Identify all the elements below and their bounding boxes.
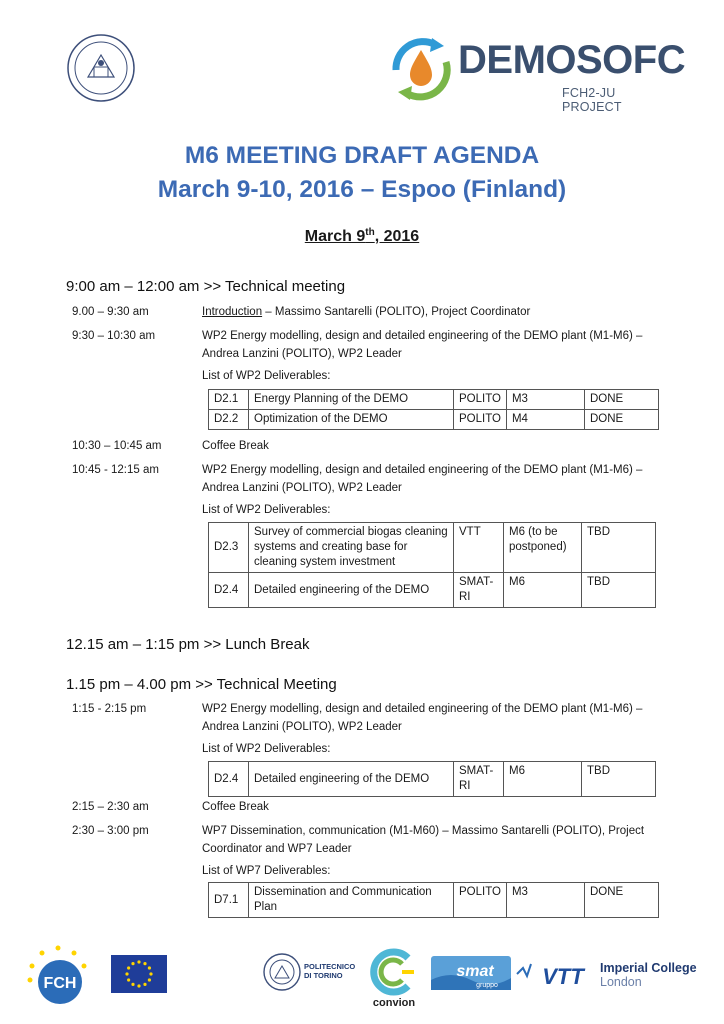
polito-footer-icon: [262, 952, 362, 992]
item-time: 10:45 - 12:15 am: [72, 464, 159, 476]
convion-text: convion: [372, 997, 416, 1009]
table-cell: POLITO: [454, 883, 507, 918]
item-description: [202, 327, 652, 363]
table-cell: Energy Planning of the DEMO: [249, 390, 454, 410]
item-time: 9.00 – 9:30 am: [72, 306, 149, 318]
smat-sub: gruppo: [476, 982, 498, 989]
item-description: [202, 822, 652, 858]
table-cell: D2.2: [209, 410, 249, 430]
table-cell: M4: [506, 410, 584, 430]
table-cell: POLITO: [454, 410, 507, 430]
table-cell: DONE: [584, 410, 658, 430]
deliverables-label: List of WP7 Deliverables:: [202, 865, 331, 877]
table-row: [209, 762, 656, 797]
item-time: 10:30 – 10:45 am: [72, 440, 162, 452]
table-cell: D7.1: [209, 883, 249, 918]
convion-icon: [362, 946, 426, 1010]
table-cell: Survey of commercial biogas cleaning systems and creating base for cleaning system investment: [249, 523, 454, 573]
table-cell: Dissemination and Communication Plan: [249, 883, 454, 918]
fch-logo: [26, 944, 90, 1008]
convion-logo: [362, 946, 426, 1010]
table-cell: DONE: [584, 390, 658, 410]
table-row: [209, 883, 659, 918]
item-description: Coffee Break: [202, 440, 269, 452]
item-description: Coffee Break: [202, 801, 269, 813]
item-time: 2:30 – 3:00 pm: [72, 825, 149, 837]
table-row: [209, 573, 656, 608]
fch-text: FCH: [43, 975, 77, 992]
table-cell: Detailed engineering of the DEMO: [249, 573, 454, 608]
table-cell: TBD: [582, 762, 656, 797]
eu-stars-icon: [111, 955, 167, 993]
deliverables-label: List of WP2 Deliverables:: [202, 504, 331, 516]
polito-seal-logo: [66, 33, 136, 103]
table-cell: M6: [504, 762, 582, 797]
table-cell: D2.4: [209, 762, 249, 797]
table-cell: D2.4: [209, 573, 249, 608]
table-cell: M6 (to be postponed): [504, 523, 582, 573]
day-sup: th: [365, 227, 375, 238]
brand-name: DEMOSOFC: [458, 38, 686, 82]
day-heading: [0, 228, 724, 246]
table-row: [209, 523, 656, 573]
table-cell: M6: [504, 573, 582, 608]
seal-icon: [66, 33, 136, 103]
table-row: [209, 410, 659, 430]
table-cell: D2.3: [209, 523, 249, 573]
section-heading-lunch: 12.15 am – 1:15 pm >> Lunch Break: [66, 636, 310, 653]
item-text: Energy modelling, design and detailed engineering of the DEMO plant (M1-M6) – Andrea Lanzini (POLITO), WP2 Leader: [202, 464, 643, 494]
brand-subtitle: FCH2-JU PROJECT: [562, 86, 622, 114]
table-cell: DONE: [584, 883, 658, 918]
deliverables-label: List of WP2 Deliverables:: [202, 743, 331, 755]
item-description: [202, 700, 652, 736]
deliverables-label: List of WP2 Deliverables:: [202, 370, 331, 382]
table-cell: Detailed engineering of the DEMO: [249, 762, 454, 797]
item-text: Dissemination, communication (M1-M60) – Massimo Santarelli (POLITO), Project Coordinator and WP7 Leader: [202, 825, 645, 855]
item-time: 2:15 – 2:30 am: [72, 801, 149, 813]
table-cell: TBD: [582, 523, 656, 573]
table-cell: M3: [506, 883, 584, 918]
smat-text: smat: [456, 963, 494, 980]
deliverables-table: [208, 761, 656, 797]
item-lead: WP7: [202, 825, 227, 837]
day-main: March 9: [304, 228, 366, 245]
table-cell: TBD: [582, 573, 656, 608]
drop-ring-icon: [386, 32, 456, 102]
deliverables-table: [208, 522, 656, 608]
item-text: Energy modelling, design and detailed engineering of the DEMO plant (M1-M6) – Andrea Lanzini (POLITO), WP2 Leader: [202, 703, 643, 733]
item-lead: WP2: [202, 330, 227, 342]
vtt-logo: [515, 960, 595, 990]
item-lead: WP2: [202, 703, 227, 715]
vtt-icon: [515, 960, 595, 990]
imperial-logo: [600, 961, 697, 989]
item-time: 1:15 - 2:15 pm: [72, 703, 147, 715]
item-time: 9:30 – 10:30 am: [72, 330, 156, 342]
item-description: [202, 461, 652, 497]
section-heading-afternoon: 1.15 pm – 4.00 pm >> Technical Meeting: [66, 676, 337, 693]
table-cell: SMAT-RI: [454, 573, 504, 608]
table-cell: POLITO: [454, 390, 507, 410]
imperial-line2: London: [600, 975, 642, 989]
eu-flag: [111, 955, 167, 993]
imperial-line1: Imperial College: [600, 961, 697, 975]
day-year: , 2016: [374, 228, 420, 245]
table-cell: D2.1: [209, 390, 249, 410]
item-text: Energy modelling, design and detailed engineering of the DEMO plant (M1-M6) – Andrea Lanzini (POLITO), WP2 Leader: [202, 330, 643, 360]
page-subtitle: March 9-10, 2016 – Espoo (Finland): [157, 176, 567, 203]
polito-footer-logo: [262, 952, 362, 992]
item-text: – Massimo Santarelli (POLITO), Project Coordinator: [262, 306, 531, 318]
item-lead: WP2: [202, 464, 227, 476]
deliverables-table: [208, 882, 659, 918]
vtt-text: VTT: [542, 964, 584, 989]
fch-icon: [26, 944, 90, 1008]
table-cell: M3: [506, 390, 584, 410]
table-cell: Optimization of the DEMO: [249, 410, 454, 430]
polito-footer-line2: DI TORINO: [304, 971, 343, 980]
table-cell: SMAT-RI: [454, 762, 504, 797]
section-heading-morning: 9:00 am – 12:00 am >> Technical meeting: [66, 278, 346, 295]
table-row: [209, 390, 659, 410]
polito-footer-line1: POLITECNICO: [304, 962, 356, 971]
smat-logo: [431, 956, 511, 994]
deliverables-table: [208, 389, 659, 430]
table-cell: VTT: [454, 523, 504, 573]
smat-icon: [431, 956, 511, 994]
demosofc-logo: [386, 32, 686, 114]
item-description: [202, 303, 652, 321]
page-title: M6 MEETING DRAFT AGENDA: [184, 142, 540, 169]
item-lead: Introduction: [202, 306, 263, 318]
